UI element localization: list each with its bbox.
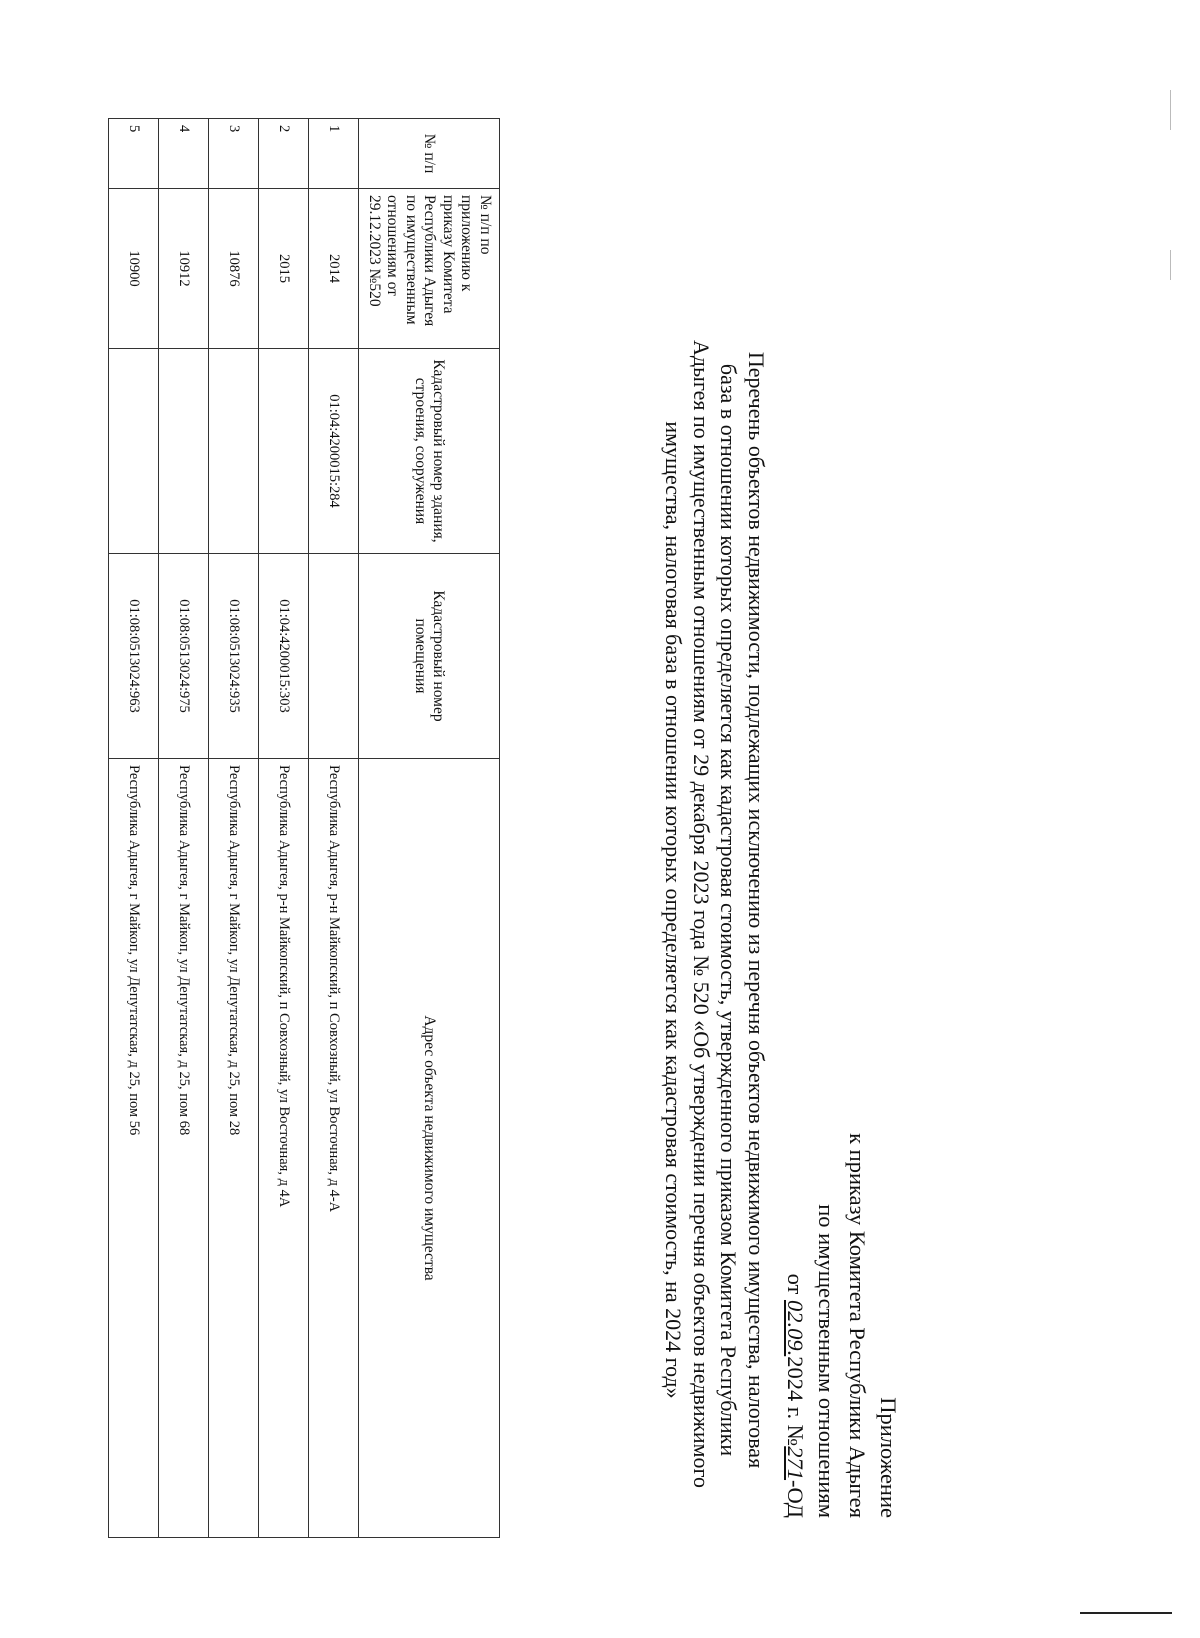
- scan-margin-mark: [1170, 250, 1171, 280]
- header-source-index: № п/п по приложению к приказу Комитета Республики Адыгея по имущественным отношениям от 29.12.2023 №520: [359, 189, 500, 349]
- cell-address: Республика Адыгея, г Майкоп, ул Депутатская, д 25, пом 68: [159, 759, 209, 1538]
- order-suffix: -ОД: [783, 1480, 808, 1518]
- cell-source-index: 2014: [309, 189, 359, 349]
- header-building-cadastral: Кадастровый номер здания, строения, сооружения: [359, 349, 500, 554]
- table-header-row: [359, 119, 500, 1538]
- title-line: база в отношении которых определяется как кадастровая стоимость, утвержденного приказом Комитета Республики: [716, 363, 742, 1457]
- cell-building-cadastral: 01:04:4200015:284: [309, 349, 359, 554]
- scan-bottom-mark: [1080, 1612, 1172, 1614]
- cell-premises-cadastral: 01:04:4200015:303: [259, 554, 309, 759]
- cell-premises-cadastral: 01:08:0513024:963: [109, 554, 159, 759]
- cell-source-index: 10900: [109, 189, 159, 349]
- cell-premises-cadastral: 01:08:0513024:975: [159, 554, 209, 759]
- cell-source-index: 10912: [159, 189, 209, 349]
- appendix-date-line: [780, 898, 811, 1518]
- cell-address: Республика Адыгея, г Майкоп, ул Депутатская, д 25, пом 28: [209, 759, 259, 1538]
- cell-index: 5: [109, 119, 159, 189]
- table-row: [159, 119, 209, 1538]
- header-address: Адрес объекта недвижимого имущества: [359, 759, 500, 1538]
- scan-margin-mark: [1170, 90, 1171, 130]
- handwritten-number: 271: [783, 1446, 808, 1481]
- handwritten-date: 02.09.: [783, 1299, 808, 1357]
- cell-building-cadastral: [159, 349, 209, 554]
- appendix-header: [780, 898, 904, 1518]
- appendix-order-ref-cont: по имущественным отношениям: [814, 1204, 839, 1518]
- year-and-number-label: 2024 г. №: [783, 1356, 808, 1447]
- cell-index: 3: [209, 119, 259, 189]
- appendix-title: Приложение: [876, 1397, 901, 1518]
- table-row: [259, 119, 309, 1538]
- header-premises-cadastral: Кадастровый номер помещения: [359, 554, 500, 759]
- header-index: № п/п: [359, 119, 500, 189]
- cell-premises-cadastral: [309, 554, 359, 759]
- document-title: [660, 340, 770, 1489]
- table-row: [109, 119, 159, 1538]
- cell-building-cadastral: [109, 349, 159, 554]
- cell-building-cadastral: [209, 349, 259, 554]
- cell-source-index: 2015: [259, 189, 309, 349]
- cell-building-cadastral: [259, 349, 309, 554]
- cell-address: Республика Адыгея, р-н Майкопский, п Совхозный, ул Восточная, д 4А: [259, 759, 309, 1538]
- cell-index: 1: [309, 119, 359, 189]
- cell-index: 2: [259, 119, 309, 189]
- date-prefix: от: [783, 1273, 808, 1295]
- cell-address: Республика Адыгея, р-н Майкопский, п Совхозный, ул Восточная, д 4-А: [309, 759, 359, 1538]
- cell-source-index: 10876: [209, 189, 259, 349]
- table-row: [209, 119, 259, 1538]
- property-table: [108, 118, 500, 1538]
- title-line: Перечень объектов недвижимости, подлежащих исключению из перечня объектов недвижимого имущества, налоговая: [744, 351, 769, 1469]
- table-row: [309, 119, 359, 1538]
- title-line: имущества, налоговая база в отношении которых определяется как кадастровая стоимость, на 2024 год»: [661, 421, 687, 1399]
- cell-premises-cadastral: 01:08:0513024:935: [209, 554, 259, 759]
- appendix-order-ref: к приказу Комитета Республики Адыгея: [845, 1133, 870, 1518]
- cell-address: Республика Адыгея, г Майкоп, ул Депутатская, д 25, пом 56: [109, 759, 159, 1538]
- title-line: Адыгея по имущественным отношениям от 29 декабря 2023 года № 520 «Об утверждении перечня объектов недвижимого: [689, 340, 714, 1489]
- cell-index: 4: [159, 119, 209, 189]
